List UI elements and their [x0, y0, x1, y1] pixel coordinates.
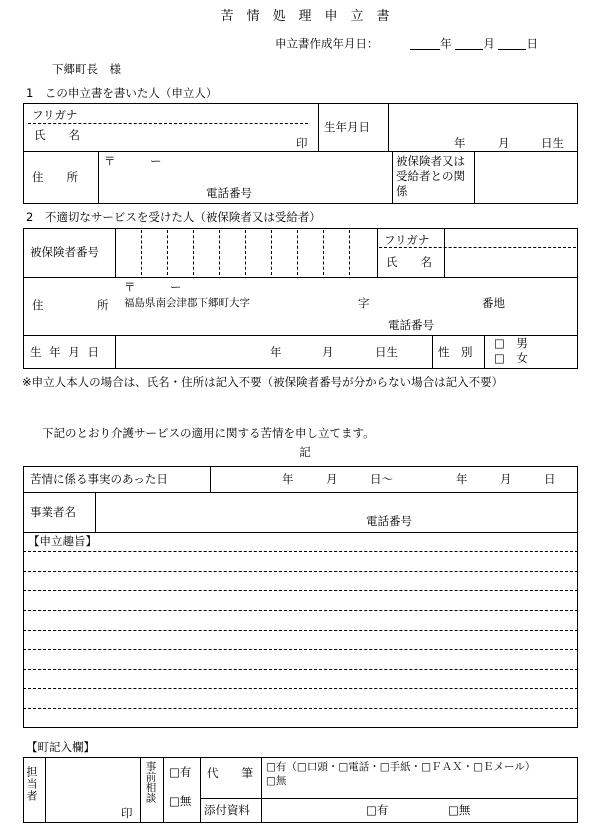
applicant-address-label: 住 所	[32, 170, 78, 184]
applicant-dob-label: 生年月日	[324, 120, 370, 134]
applicant-furigana-field[interactable]	[100, 108, 300, 122]
addressee: 下郷町長 様	[52, 62, 121, 76]
insured-dob-label: 生 年 月 日	[30, 345, 101, 359]
applicant-dob-month: 月	[498, 136, 510, 150]
proxy-yes-checkbox[interactable]: □有（□口頭・□電話・□手紙・□ＦＡＸ・□Ｅメール）	[266, 761, 536, 773]
date-day-label: 日	[526, 36, 538, 51]
insured-sex-label: 性 別	[438, 345, 473, 359]
applicant-postal: 〒 ー	[104, 154, 162, 168]
to-day: 日	[544, 472, 556, 486]
incident-date-field[interactable]	[213, 468, 575, 490]
insured-postal: 〒 ー	[124, 280, 182, 294]
date-month-blank[interactable]	[455, 38, 483, 50]
insured-banchi: 番地	[482, 296, 505, 310]
applicant-name-label: 氏 名	[34, 128, 80, 142]
insured-address-label-b: 所	[97, 298, 109, 312]
form-title: 苦 情 処 理 申 立 書	[220, 9, 390, 24]
applicant-dob-year: 年	[454, 136, 466, 150]
applicant-seal: 印	[296, 136, 308, 150]
prior-consult-no-checkbox[interactable]: □無	[169, 794, 192, 808]
prior-consult-yes-checkbox[interactable]: □有	[169, 765, 192, 779]
prior-consult-label: 事前相談	[144, 761, 157, 803]
ki-label: 記	[299, 445, 311, 459]
insured-furigana-label: フリガナ	[384, 233, 430, 247]
to-year: 年	[456, 472, 468, 486]
statement-text: 下記のとおり介護サービスの適用に関する苦情を申し立てます。	[42, 426, 375, 440]
staff-seal: 印	[121, 806, 133, 820]
business-name-field[interactable]	[98, 495, 573, 513]
attach-yes-checkbox[interactable]: □有	[366, 803, 389, 817]
insured-phone-label: 電話番号	[388, 318, 434, 332]
insured-dob-month: 月	[322, 345, 334, 359]
applicant-dob-field[interactable]	[392, 108, 572, 148]
date-year-label: 年	[440, 36, 452, 51]
proxy-label: 代 筆	[207, 766, 253, 780]
date-line	[275, 38, 538, 50]
insured-dob-day: 日生	[375, 345, 398, 359]
applicant-furigana-label: フリガナ	[32, 108, 78, 122]
from-year: 年	[282, 472, 294, 486]
applicant-relation-label: 被保険者又は受給者との関係	[396, 154, 465, 198]
purpose-field[interactable]	[26, 553, 576, 725]
business-name-label: 事業者名	[30, 505, 76, 519]
attach-no-checkbox[interactable]: □無	[448, 803, 471, 817]
applicant-relation-field[interactable]	[477, 155, 575, 201]
applicant-dob-day: 日生	[541, 136, 564, 150]
date-day-blank[interactable]	[498, 38, 526, 50]
proxy-no-checkbox[interactable]: □無	[266, 775, 287, 787]
insured-dob-year: 年	[270, 345, 282, 359]
insured-name-field[interactable]	[447, 250, 575, 275]
to-month: 月	[500, 472, 512, 486]
applicant-address-field[interactable]	[100, 166, 385, 186]
date-year-blank[interactable]	[410, 38, 440, 50]
incident-date-label: 苦情に係る事実のあった日	[30, 472, 168, 486]
purpose-label: 【申立趣旨】	[28, 534, 97, 548]
insured-name-label: 氏 名	[386, 255, 432, 269]
insured-address-prefix: 福島県南会津郡下郷町大字	[124, 297, 250, 309]
section2-heading: 2 不適切なサービスを受けた人（被保険者又は受給者）	[26, 210, 321, 224]
section1-heading: 1 この申立書を書いた人（申立人）	[26, 86, 218, 100]
insured-number-label: 被保険者番号	[30, 245, 99, 259]
attach-label: 添付資料	[204, 803, 250, 817]
from-day: 日～	[370, 472, 393, 486]
insured-address-label-a: 住	[32, 298, 44, 312]
staff-label: 担当者	[25, 766, 38, 802]
business-phone-label: 電話番号	[366, 514, 412, 528]
insured-number-field[interactable]	[118, 231, 374, 275]
town-section-heading: 【町記入欄】	[26, 740, 95, 754]
date-label: 申立書作成年月日：	[275, 36, 379, 51]
sex-male-checkbox[interactable]: □ 男	[494, 336, 528, 350]
date-month-label: 月	[483, 36, 495, 51]
note-text: ※申立人本人の場合は、氏名・住所は記入不要（被保険者番号が分からない場合は記入不要）	[22, 375, 504, 389]
applicant-name-field[interactable]	[100, 126, 290, 148]
insured-aza: 字	[358, 296, 370, 310]
from-month: 月	[326, 472, 338, 486]
sex-female-checkbox[interactable]: □ 女	[494, 351, 528, 365]
applicant-phone-label: 電話番号	[206, 186, 252, 200]
